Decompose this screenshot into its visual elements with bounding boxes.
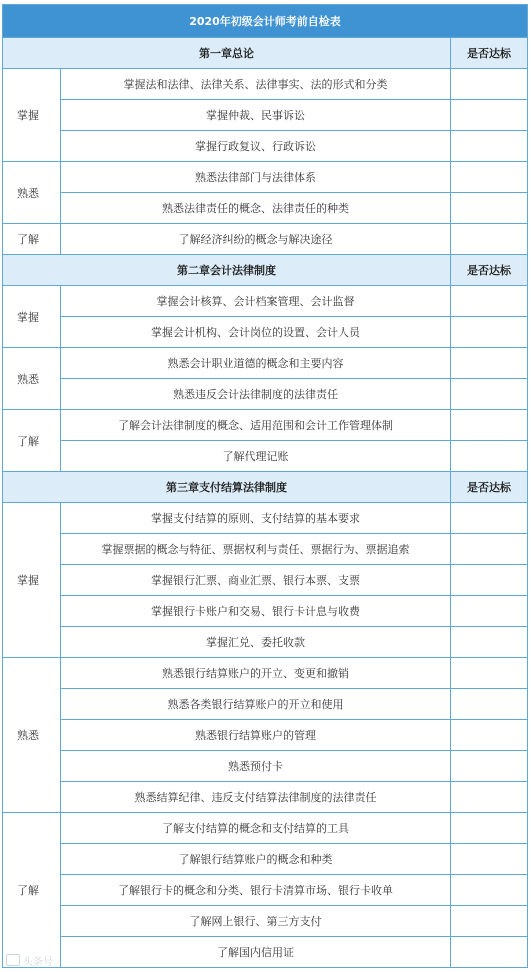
knowledge-point: 掌握支付结算的原则、支付结算的基本要求 <box>61 503 451 534</box>
chapter-header-row <box>3 38 528 69</box>
mastery-level: 熟悉 <box>3 348 61 410</box>
table-title: 2020年初级会计师考前自检表 <box>3 5 528 38</box>
check-status-cell[interactable] <box>451 69 528 100</box>
mastery-level: 熟悉 <box>3 658 61 813</box>
check-column-header: 是否达标 <box>451 255 528 286</box>
mastery-level: 了解 <box>3 813 61 968</box>
chapter-header-row <box>3 472 528 503</box>
check-status-cell[interactable] <box>451 441 528 472</box>
knowledge-point: 掌握汇兑、委托收款 <box>61 627 451 658</box>
table-row <box>3 131 528 162</box>
check-status-cell[interactable] <box>451 875 528 906</box>
check-column-header: 是否达标 <box>451 38 528 69</box>
knowledge-point: 掌握银行卡账户和交易、银行卡计息与收费 <box>61 596 451 627</box>
chapter-title: 第二章会计法律制度 <box>3 255 451 286</box>
check-status-cell[interactable] <box>451 193 528 224</box>
table-row <box>3 906 528 937</box>
knowledge-point: 掌握银行汇票、商业汇票、银行本票、支票 <box>61 565 451 596</box>
table-row <box>3 69 528 100</box>
check-status-cell[interactable] <box>451 689 528 720</box>
check-status-cell[interactable] <box>451 410 528 441</box>
check-status-cell[interactable] <box>451 286 528 317</box>
knowledge-point: 熟悉会计职业道德的概念和主要内容 <box>61 348 451 379</box>
table-row <box>3 875 528 906</box>
knowledge-point: 熟悉法律部门与法律体系 <box>61 162 451 193</box>
knowledge-point: 了解代理记账 <box>61 441 451 472</box>
knowledge-point: 了解经济纠纷的概念与解决途径 <box>61 224 451 255</box>
table-row <box>3 782 528 813</box>
table-row <box>3 658 528 689</box>
knowledge-point: 了解网上银行、第三方支付 <box>61 906 451 937</box>
knowledge-point: 掌握行政复议、行政诉讼 <box>61 131 451 162</box>
check-status-cell[interactable] <box>451 503 528 534</box>
knowledge-point: 掌握法和法律、法律关系、法律事实、法的形式和分类 <box>61 69 451 100</box>
knowledge-point: 熟悉结算纪律、违反支付结算法律制度的法律责任 <box>61 782 451 813</box>
check-status-cell[interactable] <box>451 596 528 627</box>
table-row <box>3 224 528 255</box>
check-status-cell[interactable] <box>451 906 528 937</box>
knowledge-point: 熟悉预付卡 <box>61 751 451 782</box>
self-check-table <box>2 4 528 968</box>
table-row <box>3 534 528 565</box>
watermark-logo-icon <box>6 954 20 966</box>
table-row <box>3 596 528 627</box>
knowledge-point: 熟悉银行结算账户的管理 <box>61 720 451 751</box>
table-row <box>3 100 528 131</box>
knowledge-point: 了解国内信用证 <box>61 937 451 968</box>
mastery-level: 熟悉 <box>3 162 61 224</box>
check-column-header: 是否达标 <box>451 472 528 503</box>
watermark-text: 头条号 <box>23 957 53 968</box>
table-row <box>3 937 528 968</box>
table-row <box>3 844 528 875</box>
check-status-cell[interactable] <box>451 782 528 813</box>
knowledge-point: 熟悉法律责任的概念、法律责任的种类 <box>61 193 451 224</box>
knowledge-point: 掌握会计核算、会计档案管理、会计监督 <box>61 286 451 317</box>
knowledge-point: 了解支付结算的概念和支付结算的工具 <box>61 813 451 844</box>
check-status-cell[interactable] <box>451 224 528 255</box>
check-status-cell[interactable] <box>451 534 528 565</box>
knowledge-point: 了解会计法律制度的概念、适用范围和会计工作管理体制 <box>61 410 451 441</box>
knowledge-point: 熟悉违反会计法律制度的法律责任 <box>61 379 451 410</box>
check-status-cell[interactable] <box>451 937 528 968</box>
table-row <box>3 503 528 534</box>
check-status-cell[interactable] <box>451 379 528 410</box>
table-row <box>3 627 528 658</box>
table-row <box>3 441 528 472</box>
chapter-header-row <box>3 255 528 286</box>
table-row <box>3 193 528 224</box>
knowledge-point: 熟悉银行结算账户的开立、变更和撤销 <box>61 658 451 689</box>
knowledge-point: 了解银行结算账户的概念和种类 <box>61 844 451 875</box>
check-status-cell[interactable] <box>451 844 528 875</box>
check-status-cell[interactable] <box>451 565 528 596</box>
table-row <box>3 751 528 782</box>
table-row <box>3 317 528 348</box>
table-title-row <box>3 5 528 38</box>
mastery-level: 掌握 <box>3 286 61 348</box>
knowledge-point: 熟悉各类银行结算账户的开立和使用 <box>61 689 451 720</box>
check-status-cell[interactable] <box>451 100 528 131</box>
knowledge-point: 掌握票据的概念与特征、票据权利与责任、票据行为、票据追索 <box>61 534 451 565</box>
check-status-cell[interactable] <box>451 162 528 193</box>
table-row <box>3 286 528 317</box>
table-row <box>3 410 528 441</box>
table-row <box>3 162 528 193</box>
check-status-cell[interactable] <box>451 348 528 379</box>
check-status-cell[interactable] <box>451 317 528 348</box>
mastery-level: 了解 <box>3 410 61 472</box>
chapter-title: 第三章支付结算法律制度 <box>3 472 451 503</box>
mastery-level: 掌握 <box>3 69 61 162</box>
mastery-level: 了解 <box>3 224 61 255</box>
mastery-level: 掌握 <box>3 503 61 658</box>
check-status-cell[interactable] <box>451 627 528 658</box>
table-row <box>3 813 528 844</box>
check-status-cell[interactable] <box>451 131 528 162</box>
table-row <box>3 379 528 410</box>
knowledge-point: 掌握仲裁、民事诉讼 <box>61 100 451 131</box>
table-row <box>3 565 528 596</box>
knowledge-point: 掌握会计机构、会计岗位的设置、会计人员 <box>61 317 451 348</box>
knowledge-point: 了解银行卡的概念和分类、银行卡清算市场、银行卡收单 <box>61 875 451 906</box>
check-status-cell[interactable] <box>451 751 528 782</box>
table-row <box>3 348 528 379</box>
check-status-cell[interactable] <box>451 658 528 689</box>
chapter-title: 第一章总论 <box>3 38 451 69</box>
table-row <box>3 720 528 751</box>
check-status-cell[interactable] <box>451 813 528 844</box>
check-status-cell[interactable] <box>451 720 528 751</box>
watermark <box>6 953 53 968</box>
table-row <box>3 689 528 720</box>
